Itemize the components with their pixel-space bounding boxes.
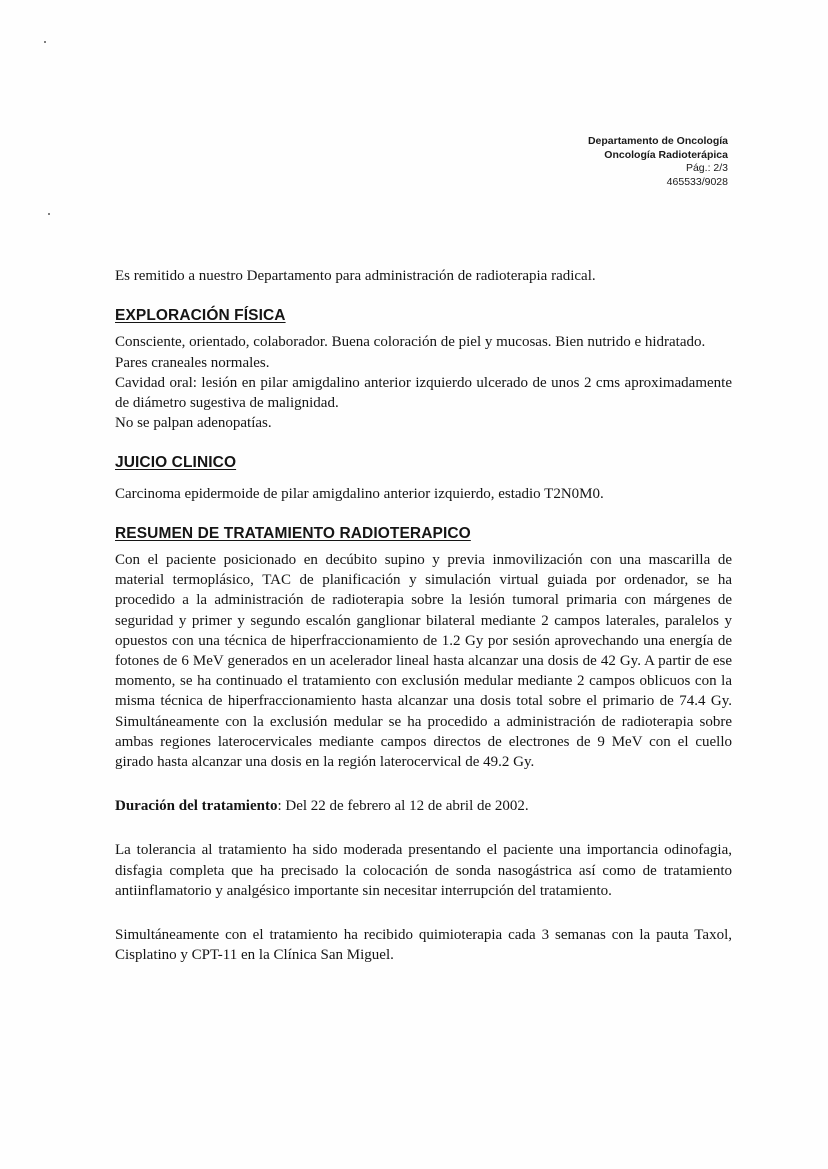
exploration-paragraph: Pares craneales normales. — [115, 354, 270, 371]
exploration-paragraph: No se palpan adenopatías. — [115, 415, 272, 432]
record-number: 465533/9028 — [666, 175, 728, 188]
duration-value: : Del 22 de febrero al 12 de abril de 2002. — [277, 798, 529, 815]
duration-label: Duración del tratamiento — [115, 798, 278, 815]
section-title-clinical-judgment: JUICIO CLINICO — [115, 454, 237, 472]
clinical-judgment-text: Carcinoma epidermoide de pilar amigdalino anterior izquierdo, estadio T2N0M0. — [115, 485, 604, 502]
intro-paragraph: Es remitido a nuestro Departamento para administración de radioterapia radical. — [115, 268, 596, 284]
tolerance-paragraph: La tolerancia al tratamiento ha sido moderada presentando el paciente una importancia odinofagia, disfagia completa que ha precisado la colocación de sonda nasogástrica así como de tratamiento antiinflamatorio y analgésico importante sin necesitar interrupción del tratamiento. — [115, 842, 732, 899]
department-name: Departamento de Oncología — [587, 135, 728, 147]
exploration-paragraph: Cavidad oral: lesión en pilar amigdalino anterior izquierdo ulcerado de unos 2 cms aproximadamente de diámetro sugestiva de malignidad. — [115, 374, 732, 412]
section-title-exploration: EXPLORACIÓN FÍSICA — [115, 307, 286, 325]
chemotherapy-paragraph: Simultáneamente con el tratamiento ha recibido quimioterapia cada 3 semanas con la pauta Taxol, Cisplatino y CPT-11 en la Clínica San Miguel. — [115, 927, 732, 964]
scan-speck — [44, 41, 46, 43]
document-body — [115, 266, 732, 965]
page-number: Pág.: 2/3 — [685, 162, 728, 175]
treatment-duration — [115, 796, 732, 816]
scan-speck — [48, 213, 50, 215]
exploration-paragraph: Consciente, orientado, colaborador. Buena coloración de piel y mucosas. Bien nutrido e hidratado. — [115, 334, 706, 351]
unit-name: Oncología Radioterápica — [604, 148, 728, 161]
section-title-treatment-summary: RESUMEN DE TRATAMIENTO RADIOTERAPICO — [115, 524, 471, 542]
treatment-summary-text: Con el paciente posicionado en decúbito supino y previa inmovilización con una mascarilla de material termoplásico, TAC de planificación y simulación virtual guiada por ordenador, se ha procedido a la administración de radioterapia sobre la lesión tumoral primaria con márgenes de seguridad y primer y segundo escalón ganglionar bilateral mediante 2 campos laterales, paralelos y opuestos con una técnica de hiperfraccionamiento de 1.2 Gy por sesión aprovechando una energía de fotones de 6 MeV generados en un acelerador lineal hasta alcanzar una dosis de 42 Gy. A partir de ese momento, se ha continuado el tratamiento con exclusión medular mediante 2 campos oblicuos con la misma técnica de hiperfraccionamiento hasta alcanzar una dosis total sobre el primario de 74.4 Gy. Simultáneamente con la exclusión medular se ha procedido a administración de radioterapia sobre ambas regiones laterocervicales mediante campos directos de electrones de 9 MeV con el cuello girado hasta alcanzar una dosis en la región laterocervical de 49.2 Gy. — [115, 552, 732, 771]
document-header — [588, 135, 728, 189]
